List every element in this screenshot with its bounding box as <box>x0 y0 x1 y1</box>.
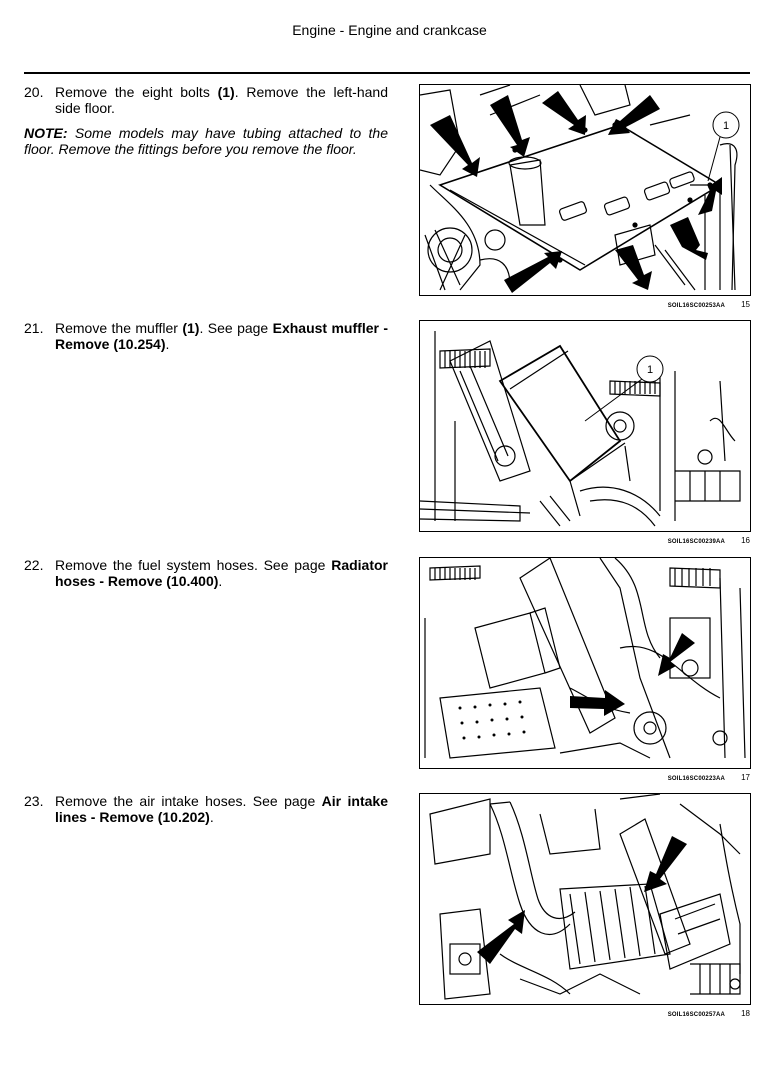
step-text: Remove the muffler (1). See page Exhaust muffler - Remove (10.254). <box>55 320 388 352</box>
step-number: 20. <box>24 84 44 100</box>
figure-number: 15 <box>741 300 750 309</box>
step-number: 22. <box>24 557 44 573</box>
figure-18-air-intake-hoses <box>419 793 751 1005</box>
figure-code: SOIL16SC00223AA <box>667 776 726 782</box>
figure-code: SOIL16SC00253AA <box>667 303 726 309</box>
figure-code: SOIL16SC00239AA <box>667 539 726 545</box>
figure-caption-18 <box>600 1009 750 1018</box>
step-text: Remove the eight bolts (1). Remove the left-hand side floor. <box>55 84 388 116</box>
step-number: 23. <box>24 793 44 809</box>
figure-code: SOIL16SC00257AA <box>667 1012 726 1018</box>
page-link[interactable]: Air intake lines - Remove (10.202) <box>55 793 388 825</box>
step-21 <box>24 320 388 352</box>
figure-caption-15 <box>600 300 750 309</box>
page-header: Engine - Engine and crankcase <box>292 22 487 38</box>
note: NOTE: Some models may have tubing attached to the floor. Remove the fittings before you remove the floor. <box>24 125 388 157</box>
step-23 <box>24 793 388 825</box>
part-reference: (1) <box>217 84 235 100</box>
step-text: Remove the air intake hoses. See page Air intake lines - Remove (10.202). <box>55 793 388 825</box>
step-text: Remove the fuel system hoses. See page Radiator hoses - Remove (10.400). <box>55 557 388 589</box>
part-reference: (1) <box>182 320 200 336</box>
note-label: NOTE: <box>24 125 68 141</box>
callout-1: 1 <box>646 364 654 376</box>
figure-number: 17 <box>741 773 750 782</box>
figure-number: 16 <box>741 536 750 545</box>
figure-number: 18 <box>741 1009 750 1018</box>
figure-16-muffler <box>419 320 751 532</box>
page-link[interactable]: Radiator hoses - Remove (10.400) <box>55 557 388 589</box>
page-link[interactable]: Exhaust muffler - Remove (10.254) <box>55 320 388 352</box>
figure-caption-16 <box>600 536 750 545</box>
callout-1: 1 <box>722 120 730 132</box>
step-20 <box>24 84 388 157</box>
step-number: 21. <box>24 320 44 336</box>
header-rule <box>24 72 750 74</box>
step-22 <box>24 557 388 589</box>
figure-15-floor-bolts <box>419 84 751 296</box>
figure-17-fuel-hoses <box>419 557 751 769</box>
figure-caption-17 <box>600 773 750 782</box>
